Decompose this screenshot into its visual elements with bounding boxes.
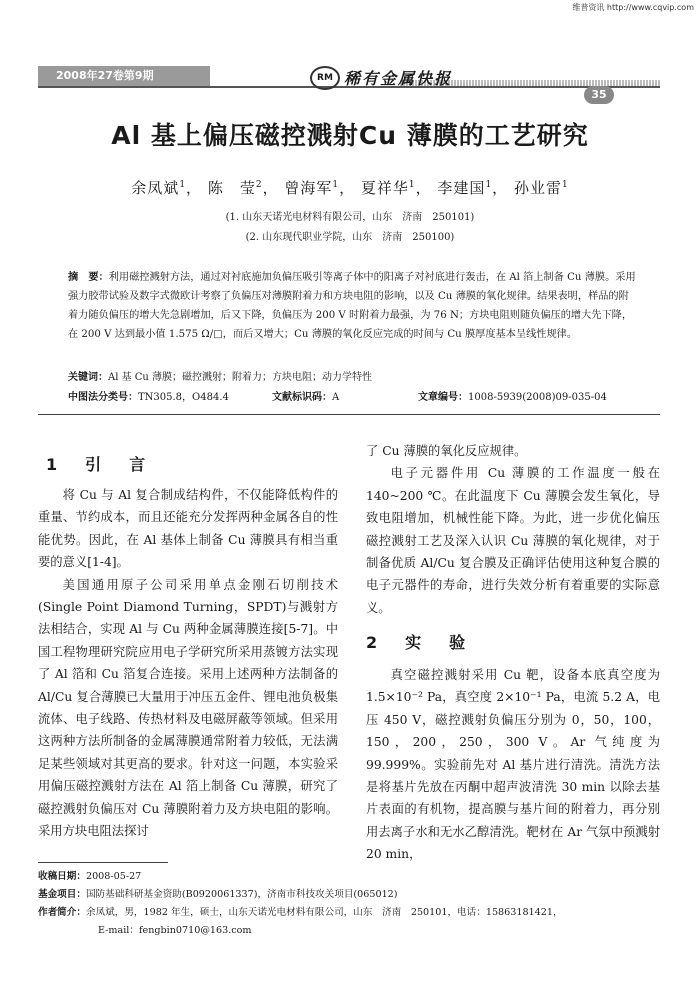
issue-band <box>38 66 210 86</box>
right-column-top <box>366 440 660 619</box>
section-heading-introduction: 1 引 言 <box>46 455 152 474</box>
paragraph: 电子元器件用 Cu 薄膜的工作温度一般在 140~200 ℃。在此温度下 Cu 薄膜会发生氧化，导致电阻增加，机械性能下降。为此，进一步优化偏压磁控溅射工艺及深入认识 Cu 薄膜的氧化规律，对于制备优质 Al/Cu 复合膜及正确评估使用这种复合膜的电子元器件的寿命，进行失效分析有着重要的实际意义。 <box>366 466 660 615</box>
abstract-label: 摘 要： <box>68 272 109 283</box>
footnote-rule <box>38 862 168 863</box>
abstract-text: 利用磁控溅射方法，通过对衬底施加负偏压吸引等离子体中的阳离子对衬底进行轰击，在 Al 箔上制备 Cu 薄膜。采用强力胶带试验及数字式微欧计考察了负偏压对薄膜附着力和方块电阻的影响，以及 Cu 薄膜的氧化规律。结果表明，样品的附着力随负偏压的增大先急剧增加，后又下降，负偏压为 200 V 时附着力最强，为 76 N；方块电阻则随负偏压的增大先下降，在 200 V 达到最小值 1.575 Ω/□，而后又增大；Cu 薄膜的氧化反应完成的时间与 Cu 膜厚度基本呈线性规律。 <box>68 272 636 340</box>
affiliation-1: (1. 山东天诺光电材料有限公司，山东 济南 250101) <box>225 212 475 223</box>
paragraph: 美国通用原子公司采用单点金刚石切削技术(Single Point Diamond Turning，SPDT)与溅射方法相结合，实现 Al 与 Cu 两种金属薄膜连接[5-7]。中国工程物理研究院应用电子学研究所采用蒸镀方法实现了 Al 箔和 Cu 箔复合连接。采用上述两种方法制备的 Al/Cu 复合薄膜已大量用于冲压五金件、锂电池负极集流体、电子线路、传热材料及电磁屏蔽等领域。但采用这两种方法所制备的金属薄膜通常附着力较低，无法满足某些领域对其更高的要求。针对这一问题，本实验采用偏压磁控溅射方法在 Al 箔上制备 Cu 薄膜，研究了磁控溅射负偏压对 Cu 薄膜附着力及方块电阻的影响。采用方块电阻法探讨 <box>38 577 338 839</box>
author: 陈 莹$^2$ <box>207 179 263 197</box>
article-number: 文章编号：1008-5939(2008)09-035-04 <box>418 392 607 403</box>
author: 孙业雷$^1$ <box>513 179 569 197</box>
classification: 中图法分类号：TN305.8，O484.4 <box>68 392 229 403</box>
issue-label: 2008年27卷第9期 <box>56 69 154 82</box>
affiliation-2: (2. 山东现代职业学院，山东 济南 250100) <box>245 232 455 243</box>
watermark: 维普资讯 http://www.cqvip.com <box>572 3 694 12</box>
author-list: 余凤斌$^1$， 陈 莹$^2$， 曾海军$^1$， 夏祥华$^1$， 李建国$^1$， 孙业雷$^1$ <box>131 179 569 197</box>
left-column <box>38 484 338 843</box>
journal-logo-icon: RM <box>310 66 340 90</box>
right-column-experiment <box>366 664 660 866</box>
paragraph: 真空磁控溅射采用 Cu 靶，设备本底真空度为 1.5×10⁻² Pa，真空度 2×10⁻¹ Pa，电流 5.2 A，电压 450 V，磁控溅射负偏压分别为 0，50，100，150，200，250，300 V。Ar 气纯度为 99.999%。实验前先对 Al 基片进行清洗。清洗方法是将基片先放在丙酮中超声波清洗 30 min 以除去基片表面的有机物，提高膜与基片间的附着力，再分别用去离子水和无水乙醇清洗。靶材在 Ar 气氛中预溅射 20 min， <box>366 668 660 862</box>
document-code: 文献标识码：A <box>272 392 340 403</box>
received-date: 收稿日期：2008-05-27 <box>38 871 142 882</box>
article-title: Al 基上偏压磁控溅射Cu 薄膜的工艺研究 <box>111 121 589 150</box>
author-bio: 作者简介：余凤斌，男，1982 年生，硕士，山东天诺光电材料有限公司，山东 济南 250101，电话：15863181421， <box>38 907 563 918</box>
author-email: E-mail：fengbin0710@163.com <box>98 925 252 936</box>
keywords: 关键词：Al 基 Cu 薄膜；磁控溅射；附着力；方块电阻；动力学特性 <box>68 372 373 383</box>
fund-info: 基金项目：国防基础科研基金资助(B0920061337)，济南市科技攻关项目(065012) <box>38 889 398 900</box>
paragraph: 将 Cu 与 Al 复合制成结构件，不仅能降低构件的重量、节约成本，而且还能充分发挥两种金属各自的性能优势。因此，在 Al 基体上制备 Cu 薄膜具有相当重要的意义[1-4]。 <box>38 488 338 570</box>
paragraph: 了 Cu 薄膜的氧化反应规律。 <box>366 444 527 458</box>
author: 李建国$^1$ <box>437 179 493 197</box>
author: 曾海军$^1$ <box>284 179 340 197</box>
abstract-rule <box>38 414 660 415</box>
author: 夏祥华$^1$ <box>360 179 416 197</box>
author: 余凤斌$^1$ <box>131 179 187 197</box>
journal-name: 稀有金属快报 <box>344 69 453 88</box>
page-number: 35 <box>584 86 614 104</box>
abstract <box>68 268 638 344</box>
section-heading-experiment: 2 实 验 <box>366 633 472 652</box>
